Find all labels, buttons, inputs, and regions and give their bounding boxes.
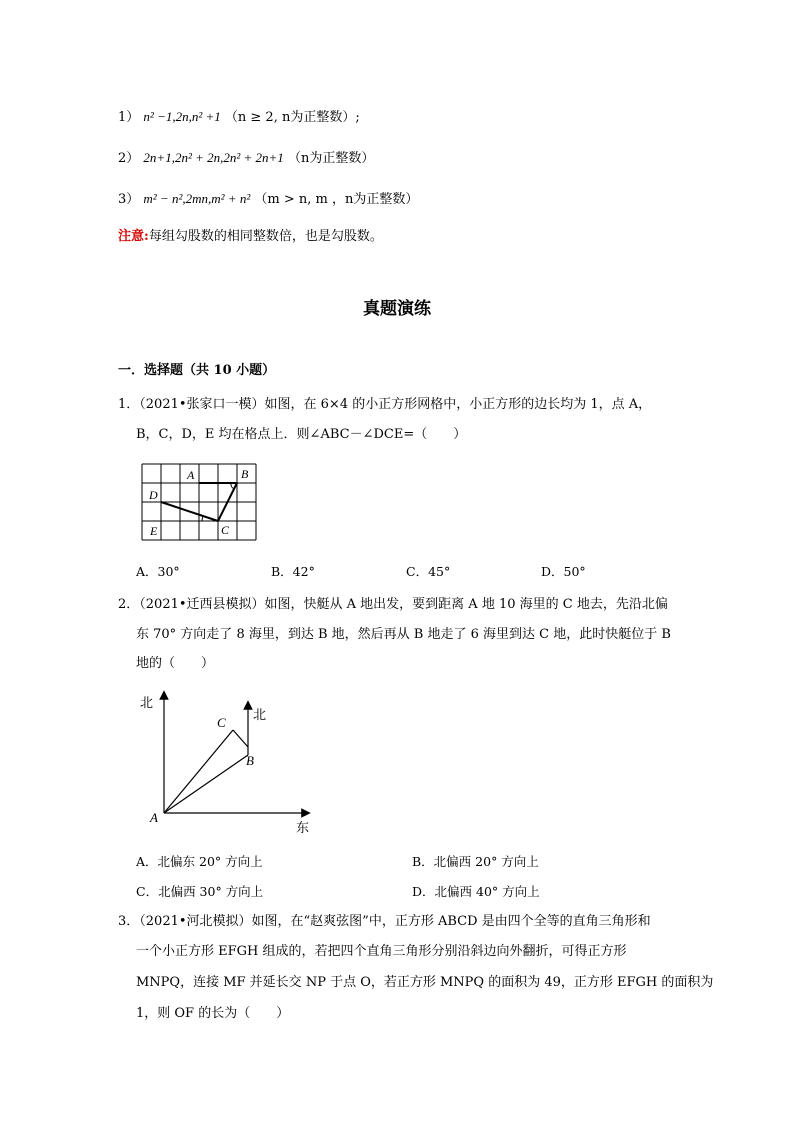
part-heading: 一．选择题（共 10 小题）	[118, 363, 276, 378]
formula-3-cond: （m > n, m ，n为正整数）	[254, 192, 419, 207]
q3-line-4: 1，则 OF 的长为（ ）	[136, 1006, 290, 1021]
formula-2-cond: （n为正整数）	[287, 151, 375, 166]
q2-label-b: B	[246, 753, 254, 768]
q2-line-2: 东 70° 方向走了 8 海里，到达 B 地，然后再从 B 地走了 6 海里到达 C 地，此时快艇位于 B	[136, 627, 671, 642]
formula-1	[118, 108, 360, 127]
q1-label-e: E	[150, 524, 158, 538]
q2-direction-figure	[138, 685, 318, 835]
q3-line-2: 一个小正方形 EFGH 组成的，若把四个直角三角形分别沿斜边向外翻折，可得正方形	[136, 944, 627, 959]
formula-3-math: m² − n²,2mn,m² + n²	[143, 191, 251, 206]
formula-2-math: 2n+1,2n² + 2n,2n² + 2n+1	[143, 150, 284, 165]
formula-2-num: 2）	[118, 151, 140, 166]
note	[118, 228, 383, 246]
q2-line-1: 2．（2021•迁西县模拟）如图，快艇从 A 地出发，要到距离 A 地 10 海里的 C 地去，先沿北偏	[118, 597, 668, 612]
formula-2	[118, 149, 374, 168]
q1-line-1: 1．（2021•张家口一模）如图，在 6×4 的小正方形网格中，小正方形的边长均为 1，点 A，	[118, 397, 652, 412]
q1-option-b[interactable]: B．42°	[271, 564, 315, 579]
q2-label-a: A	[150, 810, 158, 825]
section-title: 真题演练	[363, 299, 431, 319]
q2-option-c[interactable]: C．北偏西 30° 方向上	[136, 884, 264, 899]
q1-label-b: B	[241, 467, 249, 481]
q1-option-d[interactable]: D．50°	[541, 564, 586, 579]
q2-label-c: C	[217, 715, 226, 730]
formula-1-num: 1）	[118, 110, 140, 125]
q1-option-a[interactable]: A．30°	[136, 564, 180, 579]
note-text: 每组勾股数的相同整数倍，也是勾股数。	[148, 229, 383, 244]
q1-label-c: C	[221, 523, 230, 537]
formula-3-num: 3）	[118, 192, 140, 207]
q3-line-3: MNPQ，连接 MF 并延长交 NP 于点 O，若正方形 MNPQ 的面积为 49，正方形 EFGH 的面积为	[136, 975, 714, 990]
formula-3	[118, 190, 418, 209]
q2-option-b[interactable]: B．北偏西 20° 方向上	[412, 854, 539, 869]
formula-1-cond: （n ≥ 2, n为正整数）;	[224, 110, 360, 125]
q1-line-2: B，C，D，E 均在格点上．则∠ABC－∠DCE=（ ）	[136, 427, 467, 442]
q2-north-label: 北	[140, 695, 154, 710]
q2-east-label: 东	[296, 820, 310, 835]
q1-label-d: D	[149, 488, 158, 502]
note-label: 注意:	[118, 229, 149, 244]
formula-1-math: n² −1,2n,n² +1	[143, 109, 221, 124]
q1-label-a: A	[187, 468, 195, 482]
q2-line-3: 地的（ ）	[136, 656, 215, 671]
q2-option-d[interactable]: D．北偏西 40° 方向上	[412, 884, 540, 899]
q2-north-label-2: 北	[253, 707, 267, 722]
q1-option-c[interactable]: C．45°	[406, 564, 451, 579]
q3-line-1: 3．（2021•河北模拟）如图，在“赵爽弦图”中，正方形 ABCD 是由四个全等的直角三角形和	[118, 914, 651, 929]
q2-option-a[interactable]: A．北偏东 20° 方向上	[136, 854, 263, 869]
q1-grid-figure	[130, 458, 270, 542]
